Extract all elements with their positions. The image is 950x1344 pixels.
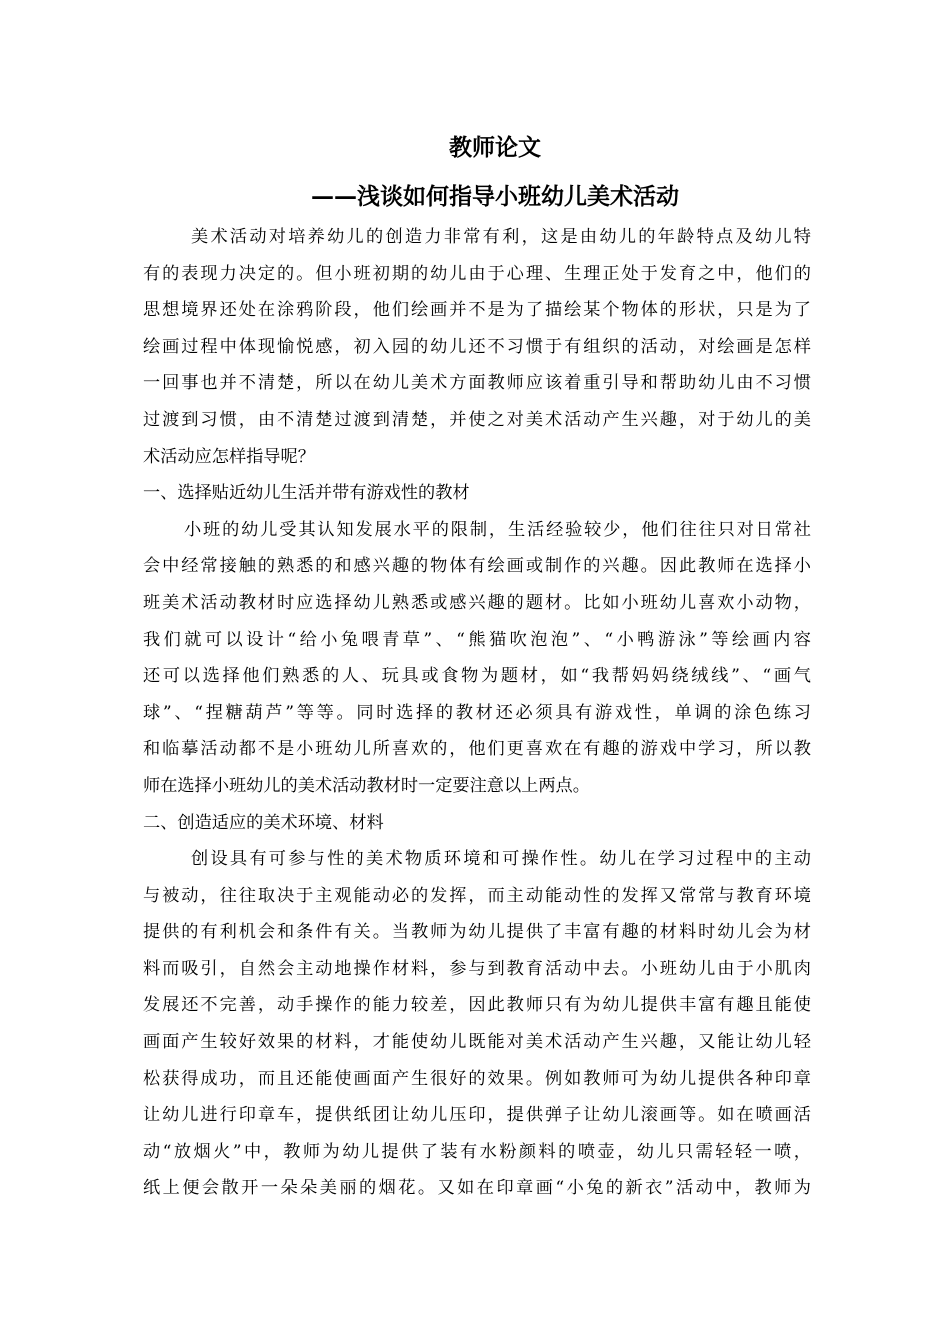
body-line: 二、创造适应的美术环境、材料 xyxy=(143,812,384,833)
body-line: 画面产生较好效果的材料，才能使幼儿既能对美术活动产生兴趣，又能让幼儿轻 xyxy=(143,1032,811,1053)
body-line: 过渡到习惯，由不清楚过渡到清楚，并使之对美术活动产生兴趣，对于幼儿的美 xyxy=(143,409,811,430)
body-line: 我们就可以设计“给小兔喂青草”、“熊猫吹泡泡”、“小鸭游泳”等绘画内容 xyxy=(143,629,811,650)
body-line: 有的表现力决定的。但小班初期的幼儿由于心理、生理正处于发育之中，他们的 xyxy=(143,263,811,284)
body-line: 让幼儿进行印章车，提供纸团让幼儿压印，提供弹子让幼儿滚画等。如在喷画活 xyxy=(143,1105,811,1126)
body-line: 思想境界还处在涂鸦阶段，他们绘画并不是为了描绘某个物体的形状，只是为了 xyxy=(143,300,811,321)
body-line: 会中经常接触的熟悉的和感兴趣的物体有绘画或制作的兴趣。因此教师在选择小 xyxy=(143,556,811,577)
body-line: 发展还不完善，动手操作的能力较差，因此教师只有为幼儿提供丰富有趣且能使 xyxy=(143,995,811,1016)
body-line: 料而吸引，自然会主动地操作材料，参与到教育活动中去。小班幼儿由于小肌肉 xyxy=(143,958,811,979)
body-line: 师在选择小班幼儿的美术活动教材时一定要注意以上两点。 xyxy=(143,775,590,796)
body-line: 提供的有利机会和条件有关。当教师为幼儿提供了丰富有趣的材料时幼儿会为材 xyxy=(143,922,811,943)
body-line: 美术活动对培养幼儿的创造力非常有利，这是由幼儿的年龄特点及幼儿特 xyxy=(191,227,811,247)
body-line: 和临摹活动都不是小班幼儿所喜欢的，他们更喜欢在有趣的游戏中学习，所以教 xyxy=(143,739,811,760)
body-line: 纸上便会散开一朵朵美丽的烟花。又如在印章画“小兔的新衣”活动中，教师为 xyxy=(143,1178,811,1199)
body-line: 还可以选择他们熟悉的人、玩具或食物为题材，如“我帮妈妈绕绒线”、“画气 xyxy=(143,666,811,687)
body-line: 与被动，往往取决于主观能动必的发挥，而主动能动性的发挥又常常与教育环境 xyxy=(143,885,811,906)
body-line: 球”、“捏糖葫芦”等等。同时选择的教材还必须具有游戏性，单调的涂色练习 xyxy=(143,702,811,723)
body-line: 一回事也并不清楚，所以在幼儿美术方面教师应该着重引导和帮助幼儿由不习惯 xyxy=(143,373,811,394)
body-line: 松获得成功，而且还能使画面产生很好的效果。例如教师可为幼儿提供各种印章 xyxy=(143,1068,811,1089)
body-line: 术活动应怎样指导呢？ xyxy=(143,446,315,467)
document-title: 教师论文 xyxy=(449,134,541,161)
document-body xyxy=(143,219,811,1207)
body-line: 小班的幼儿受其认知发展水平的限制，生活经验较少，他们往往只对日常社 xyxy=(184,519,811,540)
body-line: 一、选择贴近幼儿生活并带有游戏性的教材 xyxy=(143,483,470,504)
body-line: 班美术活动教材时应选择幼儿熟悉或感兴趣的题材。比如小班幼儿喜欢小动物， xyxy=(143,592,811,613)
document-subtitle: ——浅谈如何指导小班幼儿美术活动 xyxy=(311,183,679,210)
body-line: 动“放烟火”中，教师为幼儿提供了装有水粉颜料的喷壶，幼儿只需轻轻一喷， xyxy=(143,1141,811,1162)
body-line: 创设具有可参与性的美术物质环境和可操作性。幼儿在学习过程中的主动 xyxy=(191,849,811,870)
body-line: 绘画过程中体现愉悦感，初入园的幼儿还不习惯于有组织的活动，对绘画是怎样 xyxy=(143,336,811,357)
